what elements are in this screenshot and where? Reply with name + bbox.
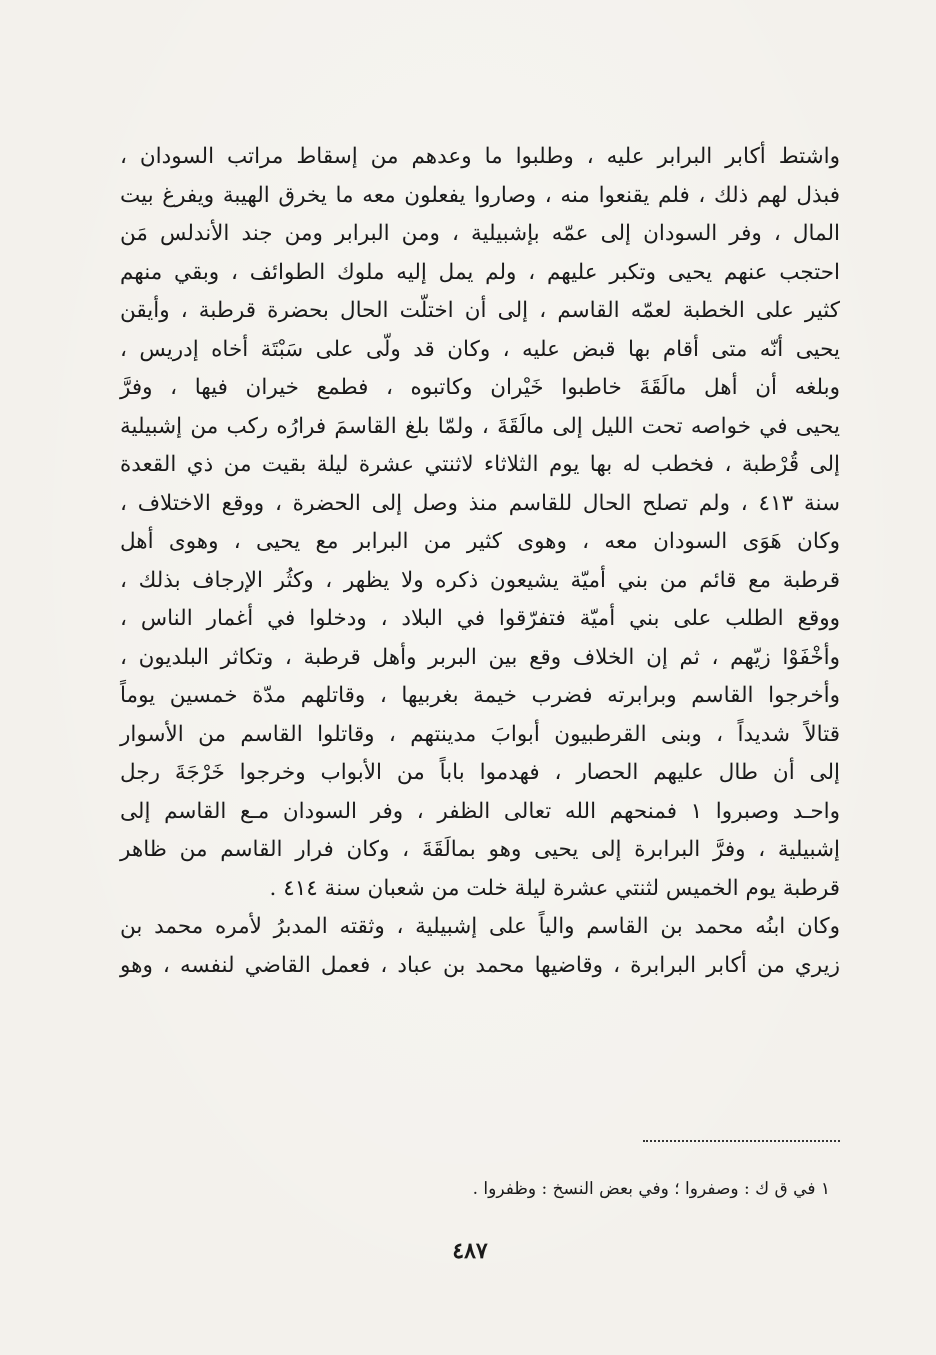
text-line: واشتط أكابر البرابر عليه ، وطلبوا ما وعدهم من إسقاط مراتب السودان ، [120,144,840,169]
body-text [120,138,840,985]
text-line: احتجب عنهم يحيى وتكبر عليهم ، ولم يمل إليه ملوك الطوائف ، وبقي منهم [120,259,840,285]
text-line: إلى أن طال عليهم الحصار ، فهدموا باباً من الأبواب وخرجوا خَرْجَةَ رجل [120,760,840,785]
text-line: قرطبة مع قائم من بني أميّة يشيعون ذكره ولا يظهر ، وكثُر الإرجاف بذلك ، [120,567,840,593]
text-line: قتالاً شديداً ، وبنى القرطبيون أبوابَ مدينتهم ، وقاتلوا القاسم من الأسوار [120,721,840,747]
text-line: زيري من أكابر البرابرة ، وقاضيها محمد بن عباد ، فعمل القاضي لنفسه ، وهو [120,952,840,978]
page-number: ٤٨٧ [452,1238,488,1264]
text-line: قرطبة يوم الخميس لثنتي عشرة ليلة خلت من شعبان سنة ٤١٤ . [269,875,840,901]
text-line: ووقع الطلب على بني أميّة فتفرّقوا في البلاد ، ودخلوا في أغمار الناس ، [120,606,840,631]
text-line: وبلغه أن أهل مالَقَةَ خاطبوا خَيْران وكاتبوه ، فطمع خيران فيها ، وفرَّ [120,375,840,400]
text-line: وكان ابنُه محمد بن القاسم والياً على إشبيلية ، وثقته المدبرُ لأمره محمد بن [120,914,840,939]
text-line: فبذل لهم ذلك ، فلم يقنعوا منه ، وصاروا يفعلون معه ما يخرق الهيبة ويفرغ بيت [120,182,840,208]
text-line: المال ، وفر السودان إلى عمّه بإشبيلية ، ومن البرابر ومن جند الأندلس مَن [120,221,840,246]
text-line: سنة ٤١٣ ، ولم تصلح الحال للقاسم منذ وصل إلى الحضرة ، ووقع الاختلاف ، [120,490,840,516]
text-line: واحـد وصبروا ١ فمنحهم الله تعالى الظفر ، وفر السودان مـع القاسم إلى [120,798,841,824]
text-line: وكان هَوَى السودان معه ، وهوى كثير من البرابر مع يحيى ، وهوى أهل [120,529,840,554]
text-line: إشبيلية ، وفرَّ البرابرة إلى يحيى وهو بمالَقَةَ ، وكان فرار القاسم من ظاهر [120,837,840,862]
text-line: يحيى في خواصه تحت الليل إلى مالَقَةَ ، ولمّا بلغ القاسمَ فرارُه ركب من إشبيلية [120,413,840,439]
footnote-separator [643,1140,840,1142]
footnote: ١ في ق ك : وصفروا ؛ وفي بعض النسخ : وظفروا . [472,1179,830,1199]
text-line: كثير على الخطبة لعمّه القاسم ، إلى أن اختلّت الحال بحضرة قرطبة ، وأيقن [120,298,840,323]
text-line: إلى قُرْطبة ، فخطب له بها يوم الثلاثاء لاثنتي عشرة ليلة بقيت من ذي القعدة [120,452,840,477]
text-line: وأخْفَوْا زيّهم ، ثم إن الخلاف وقع بين البربر وأهل قرطبة ، وتكاثر البلديون ، [120,644,840,670]
text-line: وأخرجوا القاسم وبرابرته فضرب خيمة بغربيها ، وقاتلهم مدّة خمسين يوماً [120,683,840,708]
text-line: يحيى أنّه متى أقام بها قبض عليه ، وكان قد ولّى على سَبْتَة أخاه إدريس ، [120,336,840,362]
